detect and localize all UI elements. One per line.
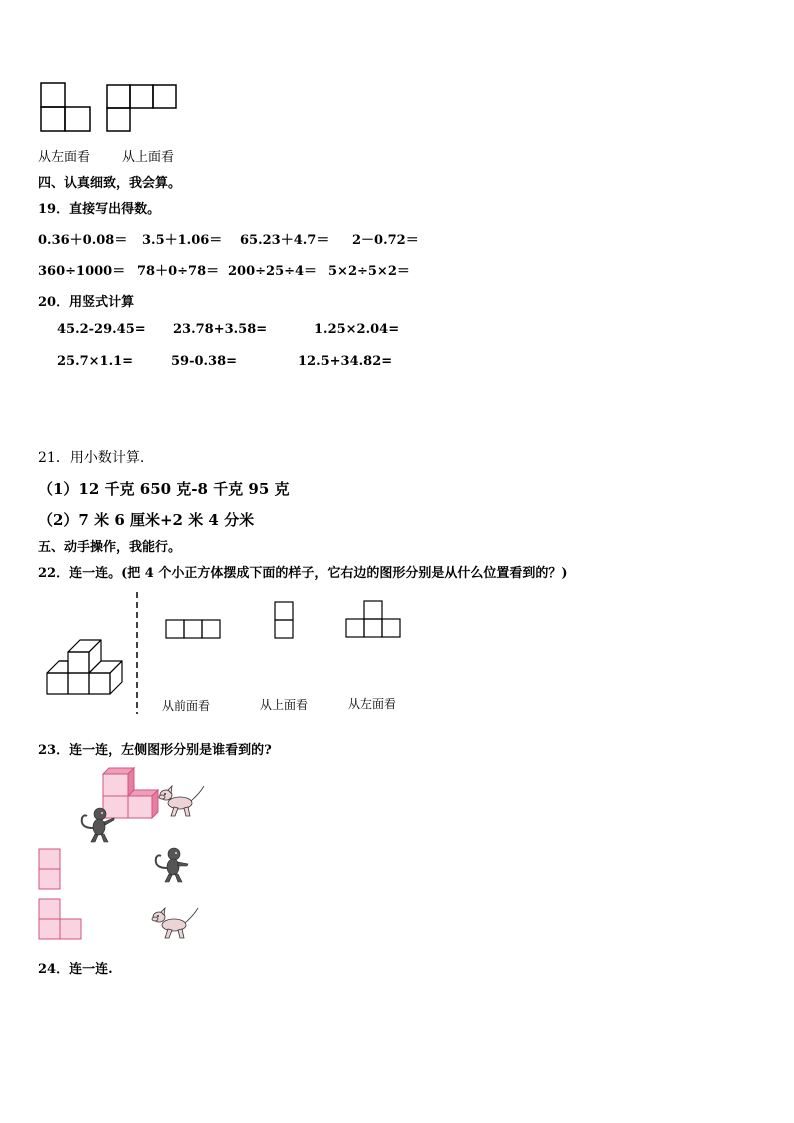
q20-expr-4: 25.7×1.1= xyxy=(57,354,134,369)
q19-expr-5: 360÷1000＝ xyxy=(38,264,126,279)
q21-title: 21．用小数计算. xyxy=(38,450,145,466)
q20-title: 20．用竖式计算 xyxy=(38,295,135,310)
pink-view-l-shape xyxy=(38,898,84,942)
left-view-t-shape xyxy=(345,600,403,640)
left-view-label: 从左面看 xyxy=(38,150,91,165)
dog-icon xyxy=(158,783,208,819)
section4-heading: 四、认真细致，我会算。 xyxy=(38,176,182,191)
q19-expr-6: 78＋0÷78＝ xyxy=(137,264,220,279)
q19-expr-8: 5×2÷5×2＝ xyxy=(328,264,410,279)
q21-item-2: （2）7 米 6 厘米+2 米 4 分米 xyxy=(38,511,255,529)
front-view-shape xyxy=(165,619,223,641)
q19-title: 19．直接写出得数。 xyxy=(38,202,161,217)
monkey-icon xyxy=(78,806,118,844)
q20-expr-2: 23.78+3.58= xyxy=(173,322,268,337)
q19-expr-2: 3.5＋1.06＝ xyxy=(142,233,223,248)
dog-icon xyxy=(150,904,202,942)
pink-view-two-squares xyxy=(38,848,62,892)
q22-label-left: 从左面看 xyxy=(348,697,397,711)
cube-stack-figure xyxy=(46,636,126,698)
q22-label-top: 从上面看 xyxy=(260,698,309,712)
q21-item-1: （1）12 千克 650 克-8 千克 95 克 xyxy=(38,480,290,498)
q24-title: 24．连一连. xyxy=(38,962,113,977)
q19-expr-1: 0.36＋0.08＝ xyxy=(38,233,128,248)
dashed-divider xyxy=(135,592,139,714)
q20-expr-6: 12.5+34.82= xyxy=(298,354,393,369)
q20-expr-5: 59-0.38= xyxy=(171,354,238,369)
q19-expr-3: 65.23＋4.7＝ xyxy=(240,233,330,248)
q19-expr-4: 2－0.72＝ xyxy=(352,233,419,248)
q20-expr-1: 45.2-29.45= xyxy=(57,322,146,337)
top-view-two-squares xyxy=(274,601,296,641)
q22-title: 22．连一连。(把 4 个小正方体摆成下面的样子，它右边的图形分别是从什么位置看到的？) xyxy=(38,566,568,581)
q23-title: 23．连一连，左侧图形分别是谁看到的? xyxy=(38,743,272,758)
left-view-shape xyxy=(40,82,92,134)
q20-expr-3: 1.25×2.04= xyxy=(314,322,400,337)
q19-expr-7: 200÷25÷4＝ xyxy=(228,264,318,279)
monkey-icon xyxy=(152,846,192,884)
top-view-label: 从上面看 xyxy=(122,150,175,165)
top-view-shape xyxy=(106,84,178,134)
q22-label-front: 从前面看 xyxy=(162,699,211,713)
section5-heading: 五、动手操作，我能行。 xyxy=(38,540,182,555)
